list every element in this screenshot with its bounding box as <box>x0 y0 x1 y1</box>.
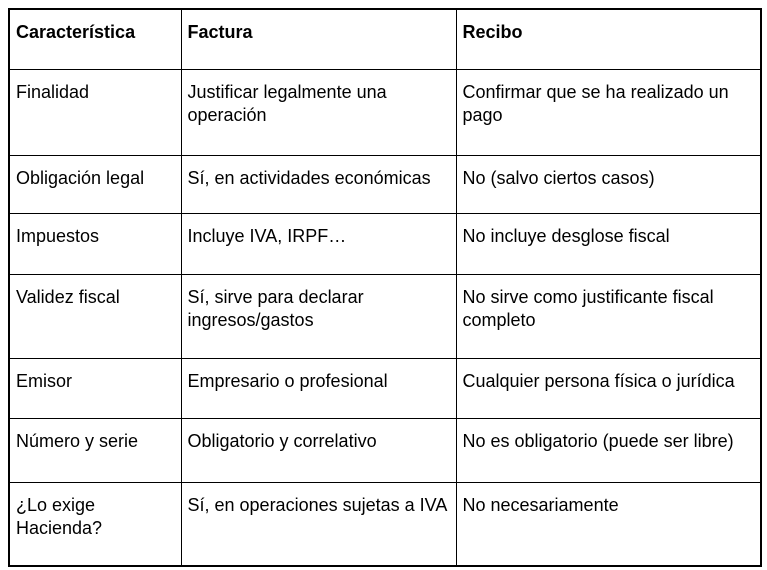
factura-cell: Sí, en operaciones sujetas a IVA <box>181 482 456 566</box>
table-header-row <box>9 9 761 69</box>
recibo-cell: Confirmar que se ha realizado un pago <box>456 69 761 155</box>
factura-recibo-comparison-table <box>8 8 762 567</box>
recibo-cell: Cualquier persona física o jurídica <box>456 358 761 418</box>
factura-cell: Justificar legalmente una operación <box>181 69 456 155</box>
table-row-lo-exige-hacienda <box>9 482 761 566</box>
table-row-emisor <box>9 358 761 418</box>
recibo-cell: No necesariamente <box>456 482 761 566</box>
table-row-numero-y-serie <box>9 418 761 482</box>
column-header-recibo: Recibo <box>456 9 761 69</box>
feature-cell: Número y serie <box>9 418 181 482</box>
recibo-cell: No (salvo ciertos casos) <box>456 155 761 213</box>
recibo-cell: No sirve como justificante fiscal completo <box>456 274 761 358</box>
column-header-caracteristica: Característica <box>9 9 181 69</box>
table-row-obligacion-legal <box>9 155 761 213</box>
recibo-cell: No incluye desglose fiscal <box>456 213 761 274</box>
table-row-validez-fiscal <box>9 274 761 358</box>
factura-cell: Sí, sirve para declarar ingresos/gastos <box>181 274 456 358</box>
feature-cell: Finalidad <box>9 69 181 155</box>
factura-cell: Incluye IVA, IRPF… <box>181 213 456 274</box>
factura-cell: Obligatorio y correlativo <box>181 418 456 482</box>
table-row-impuestos <box>9 213 761 274</box>
feature-cell: Obligación legal <box>9 155 181 213</box>
feature-cell: Emisor <box>9 358 181 418</box>
factura-cell: Empresario o profesional <box>181 358 456 418</box>
column-header-factura: Factura <box>181 9 456 69</box>
table-row-finalidad <box>9 69 761 155</box>
feature-cell: ¿Lo exige Hacienda? <box>9 482 181 566</box>
feature-cell: Impuestos <box>9 213 181 274</box>
factura-cell: Sí, en actividades económicas <box>181 155 456 213</box>
recibo-cell: No es obligatorio (puede ser libre) <box>456 418 761 482</box>
feature-cell: Validez fiscal <box>9 274 181 358</box>
